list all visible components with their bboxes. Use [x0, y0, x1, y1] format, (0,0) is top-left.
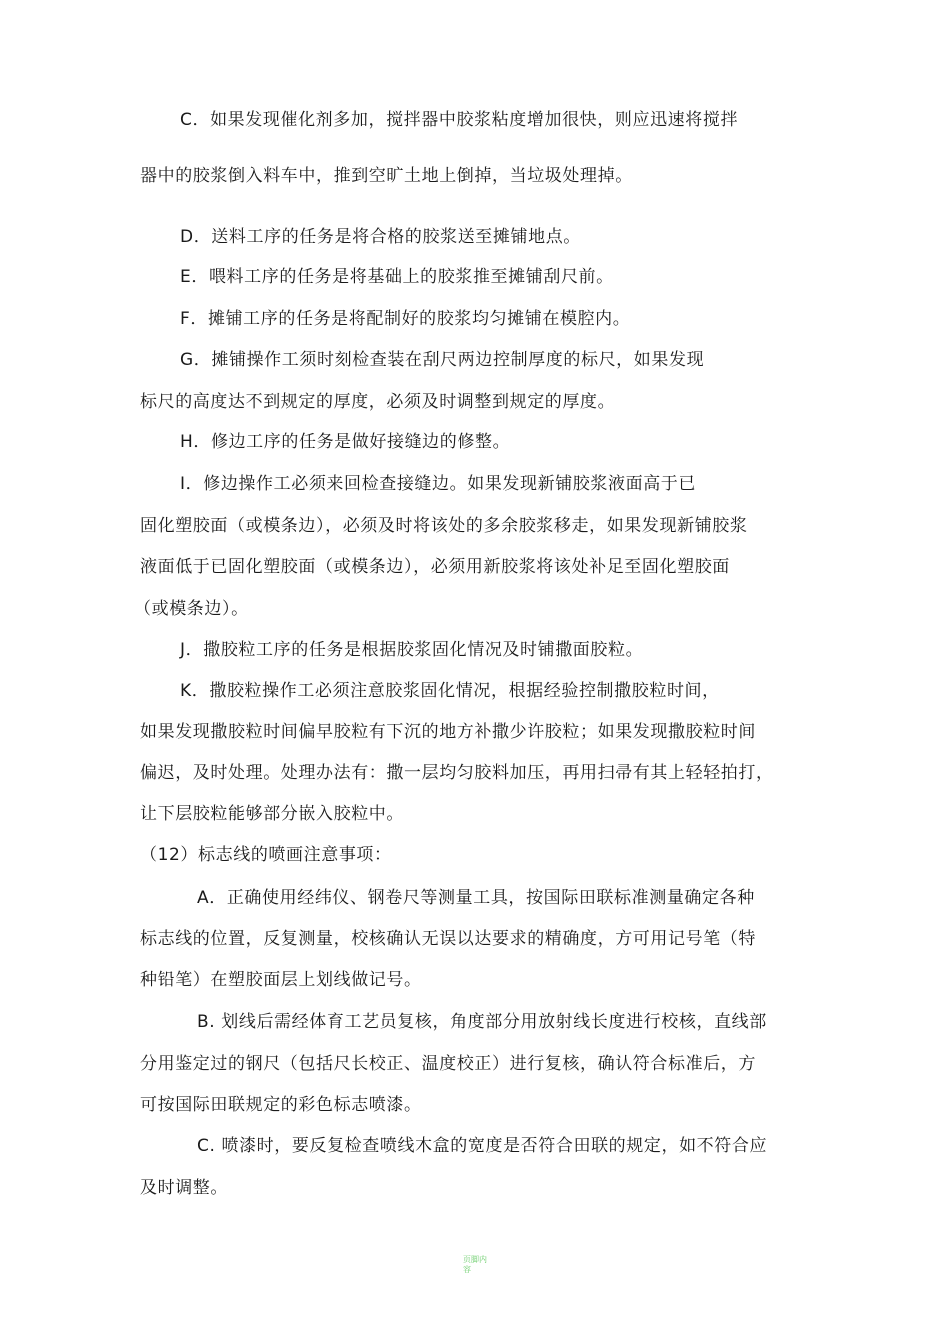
text-line: G．摊铺操作工须时刻检查装在刮尺两边控制厚度的标尺，如果发现 — [180, 350, 705, 370]
text-line: 及时调整。 — [140, 1178, 228, 1198]
text-line: A．正确使用经纬仪、钢卷尺等测量工具，按国际田联标准测量确定各种 — [197, 888, 755, 908]
page-footer — [463, 1255, 503, 1275]
text-line: J．撒胶粒工序的任务是根据胶浆固化情况及时铺撒面胶粒。 — [180, 640, 644, 660]
footer-text: 页脚内 — [463, 1255, 487, 1264]
text-line: 固化塑胶面（或模条边），必须及时将该处的多余胶浆移走，如果发现新铺胶浆 — [140, 516, 748, 536]
section-heading: （12）标志线的喷画注意事项： — [140, 845, 392, 865]
text-line: 偏迟，及时处理。处理办法有：撒一层均匀胶料加压，再用扫帚有其上轻轻拍打， — [140, 763, 774, 783]
text-line: 标志线的位置，反复测量，校核确认无误以达要求的精确度，方可用记号笔（特 — [140, 929, 756, 949]
text-line: F．摊铺工序的任务是将配制好的胶浆均匀摊铺在模腔内。 — [180, 309, 631, 329]
text-line: 分用鉴定过的钢尺（包括尺长校正、温度校正）进行复核，确认符合标准后，方 — [140, 1054, 756, 1074]
text-line: B. 划线后需经体育工艺员复核，角度部分用放射线长度进行校核，直线部 — [197, 1012, 767, 1032]
text-line: I．修边操作工必须来回检查接缝边。如果发现新铺胶浆液面高于已 — [180, 474, 697, 494]
text-line: 种铅笔）在塑胶面层上划线做记号。 — [140, 970, 422, 990]
text-line: 如果发现撒胶粒时间偏早胶粒有下沉的地方补撒少许胶粒；如果发现撒胶粒时间 — [140, 722, 756, 742]
text-line: C．如果发现催化剂多加，搅拌器中胶浆粘度增加很快，则应迅速将搅拌 — [180, 110, 739, 130]
text-line: H．修边工序的任务是做好接缝边的修整。 — [180, 432, 511, 452]
text-line: 可按国际田联规定的彩色标志喷漆。 — [140, 1095, 422, 1115]
text-line: 器中的胶浆倒入料车中，推到空旷土地上倒掉，当垃圾处理掉。 — [140, 166, 633, 186]
text-line: 让下层胶粒能够部分嵌入胶粒中。 — [140, 804, 404, 824]
text-line: K．撒胶粒操作工必须注意胶浆固化情况，根据经验控制撒胶粒时间， — [180, 681, 720, 701]
text-line: C. 喷漆时，要反复检查喷线木盒的宽度是否符合田联的规定，如不符合应 — [197, 1136, 768, 1156]
text-line: 液面低于已固化塑胶面（或模条边），必须用新胶浆将该处补足至固化塑胶面 — [140, 557, 730, 577]
text-line: D．送料工序的任务是将合格的胶浆送至摊铺地点。 — [180, 227, 581, 247]
text-line: （或模条边）。 — [134, 599, 249, 619]
text-line: 标尺的高度达不到规定的厚度，必须及时调整到规定的厚度。 — [140, 392, 616, 412]
footer-text: 容 — [463, 1265, 471, 1274]
text-line: E．喂料工序的任务是将基础上的胶浆推至摊铺刮尺前。 — [180, 267, 614, 287]
